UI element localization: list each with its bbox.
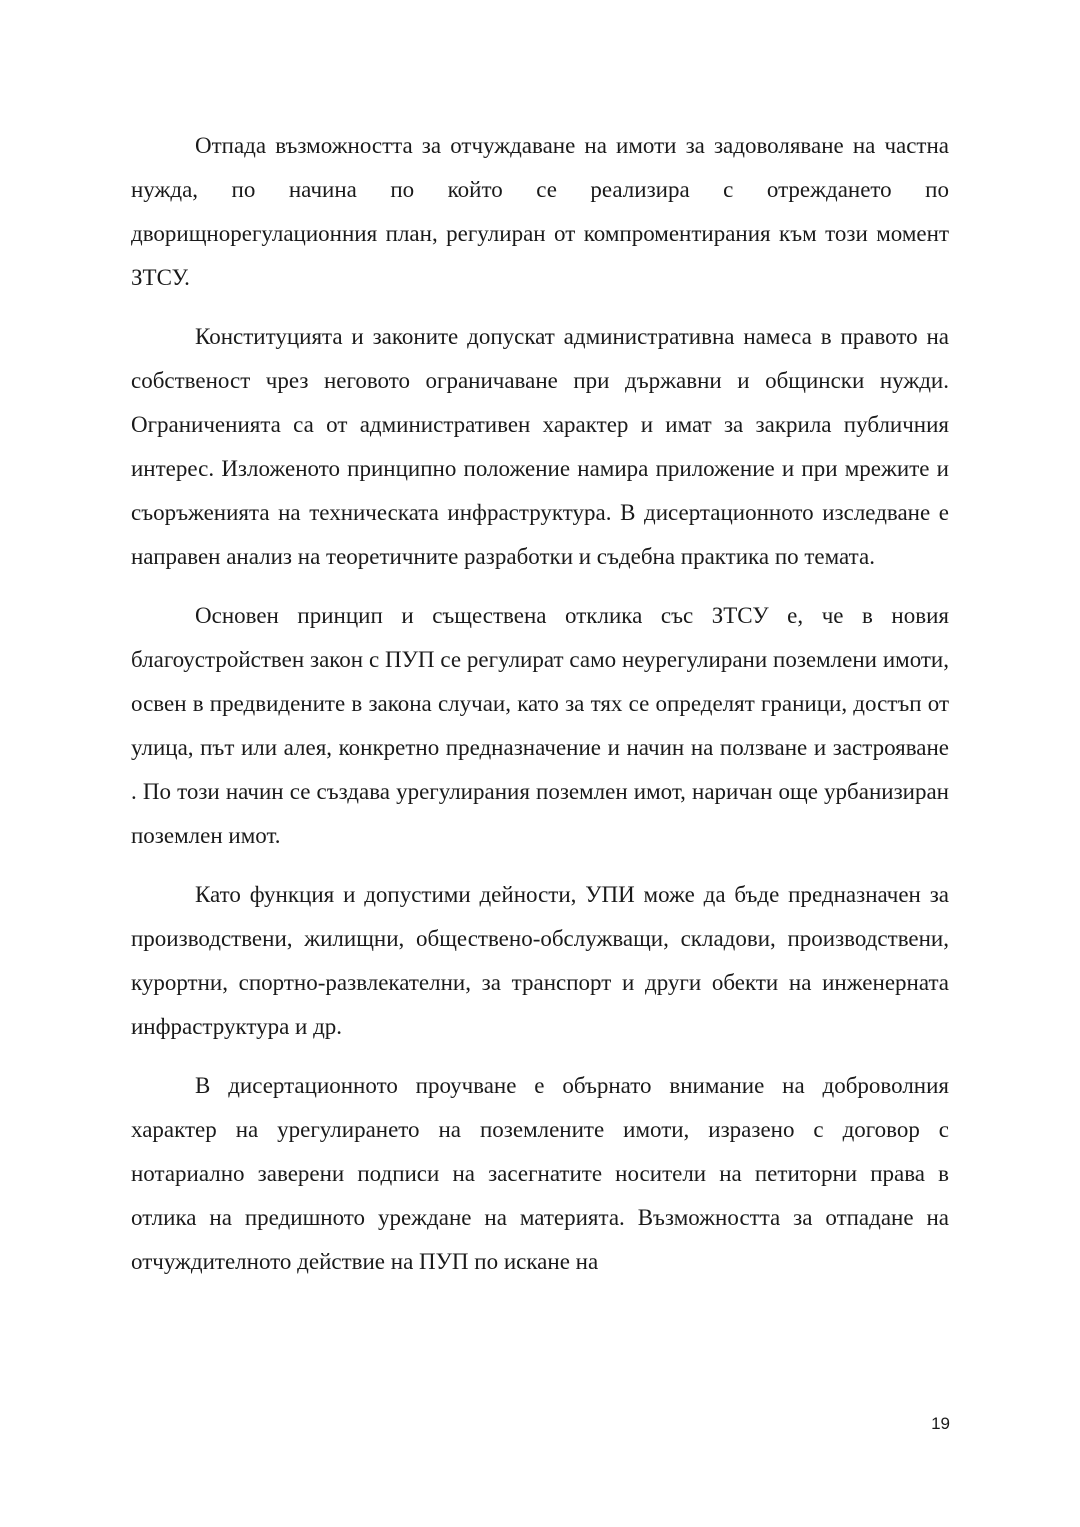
paragraph-5: В дисертационното проучване е обърнато внимание на доброволния характер на урегулирането на поземлените имоти, изразено с договор с нотариално заверени подписи на засегнатите носители на петиторни права в отлика на предишното уреждане на материята. Възможността за отпадане на отчуждителното действие на ПУП по искане на	[131, 1073, 949, 1274]
paragraph-2: Конституцията и законите допускат административна намеса в правото на собственост чрез неговото ограничаване при държавни и общински нужди. Ограниченията са от административен характер и имат за закрила публичния интерес. Изложеното принципно положение намира приложение и при мрежите и съоръженията на техническата инфраструктура. В дисертационното изследване е направен анализ на теоретичните разработки и съдебна практика по темата.	[131, 324, 949, 569]
paragraph-3: Основен принцип и съществена отклика със ЗТСУ е, че в новия благоустройствен закон с ПУП се регулират само неурегулирани поземлени имоти, освен в предвидените в закона случаи, като за тях се определят граници, достъп от улица, път или алея, конкретно предназначение и начин на ползване и застрояване . По този начин се създава урегулирания поземлен имот, наричан още урбанизиран поземлен имот.	[131, 603, 949, 848]
page-number: 19	[931, 1414, 950, 1433]
paragraph-1: Отпада възможността за отчуждаване на имоти за задоволяване на частна нужда, по начина по който се реализира с отреждането по дворищнорегулационния план, регулиран от компроментирания към този момент ЗТСУ.	[131, 133, 949, 290]
document-body	[131, 124, 949, 1299]
paragraph-4: Като функция и допустими дейности, УПИ може да бъде предназначен за производствени, жилищни, обществено-обслужващи, складови, производствени, курортни, спортно-развлекателни, за транспорт и други обекти на инженерната инфраструктура и др.	[131, 882, 949, 1039]
